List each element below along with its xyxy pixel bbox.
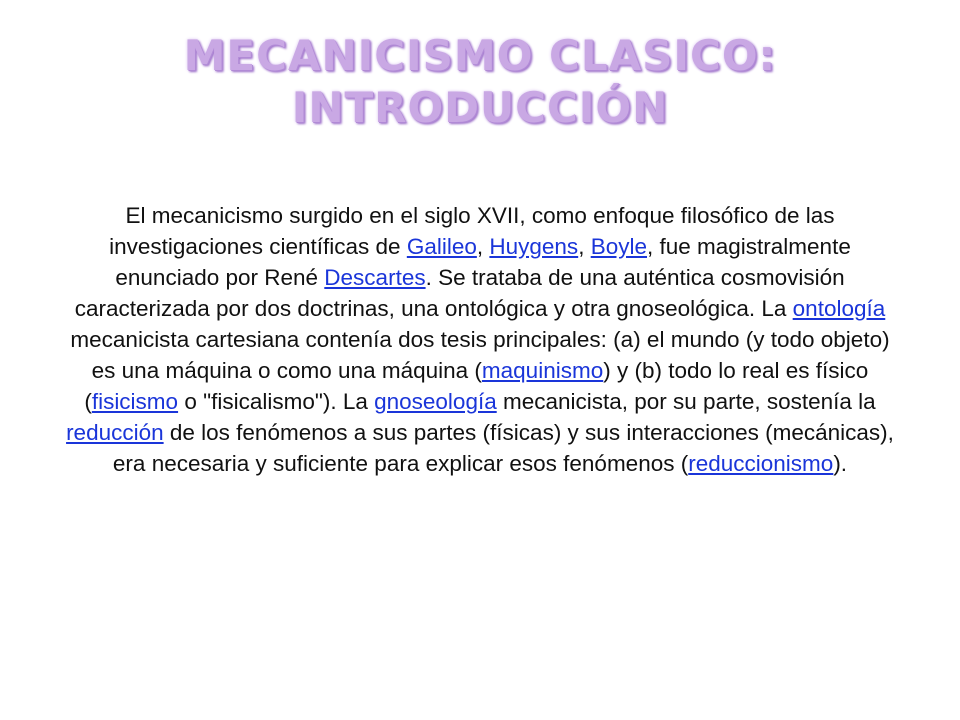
text-segment: ). <box>833 451 848 476</box>
text-segment: , <box>476 234 490 259</box>
link-fisicismo[interactable]: fisicismo <box>91 389 179 414</box>
link-reduccionismo[interactable]: reduccionismo <box>688 451 834 476</box>
title-line-1: MECANICISMO CLASICO: <box>183 31 777 80</box>
text-segment: de los fenómenos a sus partes (físicas) y sus interacciones (mecánicas), era necesaria y suficiente para explicar esos fenómenos ( <box>112 420 894 476</box>
link-descartes[interactable]: Descartes <box>324 265 426 290</box>
link-boyle[interactable]: Boyle <box>590 234 647 259</box>
title-line-2: INTRODUCCIÓN <box>291 83 669 132</box>
slide-title <box>0 30 960 134</box>
text-segment: . Se trataba de una auténtica cosmovisión caracterizada por dos doctrinas, una ontológica y otra gnoseológica. La <box>74 265 845 321</box>
text-segment: , fue magistralmente enunciado por René <box>115 234 851 290</box>
link-gnoseologia[interactable]: gnoseología <box>374 389 497 414</box>
text-segment: o "fisicalismo"). La <box>178 389 375 414</box>
text-segment: mecanicista, por su parte, sostenía la <box>496 389 876 414</box>
body-paragraph <box>56 200 904 479</box>
text-segment: , <box>578 234 591 259</box>
link-huygens[interactable]: Huygens <box>489 234 579 259</box>
link-maquinismo[interactable]: maquinismo <box>481 358 604 383</box>
link-reduccion[interactable]: reducción <box>66 420 164 445</box>
link-galileo[interactable]: Galileo <box>406 234 477 259</box>
text-segment: mecanicista cartesiana contenía dos tesis principales: (a) el mundo (y todo objeto) es una máquina o como una máquina ( <box>70 327 890 383</box>
text-segment: El mecanicismo surgido en el siglo XVII, como enfoque filosófico de las investigaciones científicas de <box>109 203 835 259</box>
link-ontologia[interactable]: ontología <box>792 296 886 321</box>
text-segment: ) y (b) todo lo real es físico ( <box>84 358 869 414</box>
